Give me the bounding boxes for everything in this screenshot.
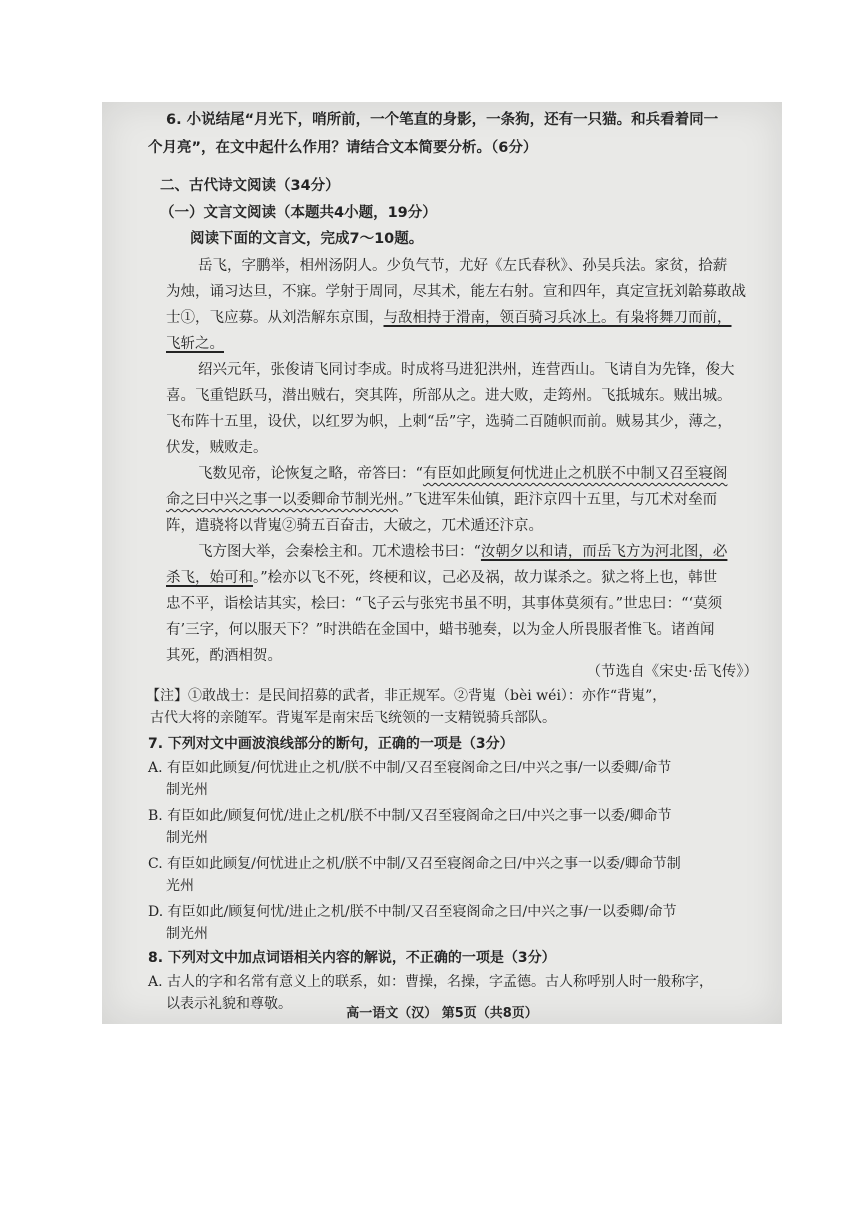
note-line-2: 古代大将的亲随军。背嵬军是南宋岳飞统领的一支精锐骑兵部队。 — [150, 710, 556, 726]
passage-p4-line-1-start: 飞方图大举，会秦桧主和。兀术遗桧书曰：“ — [198, 544, 481, 560]
passage-p4-line-1 — [198, 542, 774, 562]
passage-p4-line-4: 有’三字，何以服天下？”时洪皓在金国中，蜡书驰奏，以为金人所畏服者惟飞。诸酋闻 — [166, 622, 715, 638]
note-line-1: 【注】①敢战士：是民间招募的武者，非正规军。②背嵬（bèi wéi）：亦作“背嵬”， — [146, 688, 667, 704]
passage-p1-line-1: 岳飞，字鹏举，相州汤阴人。少负气节，尤好《左氏春秋》、孙吴兵法。家贫，拾薪 — [198, 258, 728, 274]
translation-underline-4: 杀飞，始可和 — [166, 570, 253, 586]
passage-p3-line-2 — [166, 490, 774, 510]
question-6-line-1: 6. 小说结尾“月光下，哨所前，一个笔直的身影，一条狗，还有一只猫。和兵看着同一 — [166, 112, 719, 128]
passage-source: （节选自《宋史·岳飞传》） — [586, 664, 758, 680]
passage-p2-line-4: 伏发，贼败走。 — [166, 440, 268, 456]
passage-p2-line-3: 飞布阵十五里，设伏，以红罗为帜，上刺“岳”字，选骑二百随帜而前。贼易其少，薄之， — [166, 414, 732, 430]
passage-p4-line-2 — [166, 568, 774, 588]
passage-p2-line-1: 绍兴元年，张俊请飞同讨李成。时成将马进犯洪州，连营西山。飞请自为先锋，俊大 — [198, 362, 735, 378]
passage-p3-line-3: 阵，遣骁将以背嵬②骑五百奋击，大破之，兀术遁还汴京。 — [166, 518, 543, 534]
q7-option-b-line-2: 制光州 — [166, 830, 208, 846]
section-2-title: 二、古代诗文阅读（34分） — [160, 178, 340, 194]
q7-option-c-line-1: C. 有臣如此顾复/何忧进止之机/朕不中制/又召至寝阁命之曰/中兴之事一以委/卿命节制 — [148, 856, 681, 872]
passage-p1-line-2: 为烛，诵习达旦，不寐。学射于周同，尽其术，能左右射。宣和四年，真定宣抚刘韐募敢战 — [166, 284, 746, 300]
q7-option-a-line-1: A. 有臣如此顾复/何忧进止之机/朕不中制/又召至寝阁命之曰/中兴之事/一以委卿/命节 — [148, 760, 672, 776]
q7-option-a-line-2: 制光州 — [166, 782, 208, 798]
page-content — [102, 102, 782, 1024]
q7-option-c-line-2: 光州 — [166, 878, 194, 894]
q7-option-d-line-1: D. 有臣如此/顾复何忧/进止之机/朕不中制/又召至寝阁命之曰/中兴之事/一以委卿/命节 — [148, 904, 677, 920]
question-6-line-2: 个月亮”，在文中起什么作用？请结合文本简要分析。（6分） — [148, 140, 538, 156]
passage-p4-line-3: 忠不平，诣桧诘其实，桧曰：“飞子云与张宪书虽不明，其事体莫须有。”世忠曰：“‘莫须 — [166, 596, 723, 612]
reading-instruction: 阅读下面的文言文，完成7～10题。 — [190, 231, 424, 247]
q7-option-d-line-2: 制光州 — [166, 926, 208, 942]
page-footer: 高一语文（汉） 第5页（共8页） — [346, 1006, 538, 1021]
passage-p1-line-4 — [166, 334, 774, 354]
translation-underline-2: 飞斩之。 — [166, 336, 224, 352]
exam-page — [102, 102, 782, 1024]
wavy-segment-2: 命之曰中兴之事一以委卿命节制光州 — [166, 492, 398, 508]
q8-option-a-line-2: 以表示礼貌和尊敬。 — [166, 996, 292, 1012]
passage-p4-line-5: 其死，酌酒相贺。 — [166, 648, 282, 664]
passage-p1-line-3-start: 士①，飞应募。从刘浩解东京围， — [166, 310, 384, 326]
passage-p1-line-3 — [166, 308, 774, 328]
passage-p4-line-2-end: 。”桧亦以飞不死，终梗和议，己必及祸，故力谋杀之。狱之将上也，韩世 — [253, 570, 718, 586]
wavy-segment-1: 有臣如此顾复何忧进止之机朕不中制又召至寝阁 — [422, 466, 728, 482]
subsection-1-title: （一）文言文阅读（本题共4小题，19分） — [160, 205, 437, 221]
q8-option-a-line-1: A. 古人的字和名常有意义上的联系，如：曹操，名操，字孟德。古人称呼别人时一般称字， — [148, 974, 714, 990]
passage-p3-line-1 — [198, 464, 774, 484]
q7-option-b-line-1: B. 有臣如此/顾复何忧/进止之机/朕不中制/又召至寝阁命之曰/中兴之事一以委/卿命节 — [148, 808, 672, 824]
passage-p2-line-2: 喜。飞重铠跃马，潜出贼右，突其阵，所部从之。进大败，走筠州。飞抵城东。贼出城。 — [166, 388, 732, 404]
passage-p3-line-1-start: 飞数见帝，论恢复之略，帝答曰：“ — [198, 466, 423, 482]
passage-p3-line-2-end: 。”飞进军朱仙镇，距汴京四十五里，与兀术对垒而 — [398, 492, 718, 508]
translation-underline-1: 与敌相持于滑南，领百骑习兵冰上。有枭将舞刀而前， — [383, 310, 732, 326]
question-8-stem: 8. 下列对文中加点词语相关内容的解说，不正确的一项是（3分） — [148, 950, 556, 966]
translation-underline-3: 汝朝夕以和请，而岳飞方为河北图，必 — [480, 544, 728, 560]
question-7-stem: 7. 下列对文中画波浪线部分的断句，正确的一项是（3分） — [148, 736, 514, 752]
